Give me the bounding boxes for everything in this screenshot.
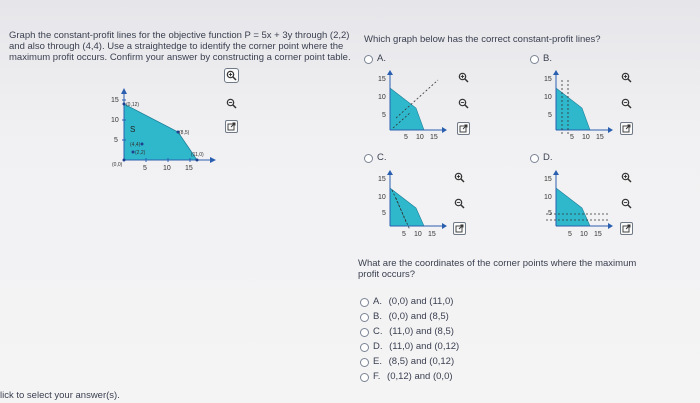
answer-option-f[interactable] bbox=[373, 371, 453, 382]
question-line-2: and also through (4,4). Use a straightedge to identify the corner point where the bbox=[9, 41, 344, 52]
answer-option-e[interactable] bbox=[373, 356, 454, 367]
x-tick-5: 5 bbox=[143, 165, 147, 172]
question-text bbox=[9, 30, 351, 63]
question-line-1: Graph the constant-profit lines for the objective function P = 5x + 3y through (2,2) bbox=[9, 30, 350, 41]
graph-b-zoom-out-icon[interactable] bbox=[619, 96, 633, 110]
graph-d-x-15: 15 bbox=[594, 231, 602, 238]
answer-c-text: (11,0) and (8,5) bbox=[389, 326, 454, 337]
y-axis-arrow bbox=[121, 88, 127, 94]
radio-answer-c[interactable] bbox=[360, 328, 369, 337]
radio-answer-f[interactable] bbox=[360, 373, 369, 382]
graph-c-external-link-icon[interactable] bbox=[453, 222, 466, 235]
graph-b-external-link-icon[interactable] bbox=[620, 122, 633, 135]
graph-d bbox=[532, 168, 614, 248]
graph-c-zoom-in-icon[interactable] bbox=[452, 170, 466, 184]
answer-option-d[interactable] bbox=[373, 341, 459, 352]
graph-a-zoom-out-icon[interactable] bbox=[456, 96, 470, 110]
graph-a-external-link-icon[interactable] bbox=[457, 122, 470, 135]
x-tick-10: 10 bbox=[163, 165, 171, 172]
answer-a-letter: A. bbox=[373, 296, 382, 307]
radio-answer-e[interactable] bbox=[360, 358, 369, 367]
answer-option-c[interactable] bbox=[373, 326, 454, 337]
graph-c-x-10: 10 bbox=[414, 231, 422, 238]
radio-answer-d[interactable] bbox=[360, 343, 369, 352]
graph-b-label: B. bbox=[543, 53, 552, 64]
answer-d-text: (11,0) and (0,12) bbox=[389, 341, 460, 352]
graph-b-y-15: 15 bbox=[544, 76, 552, 83]
graph-b-y-5: 5 bbox=[548, 112, 552, 119]
point-label-11-0: (11,0) bbox=[191, 152, 204, 158]
radio-graph-c[interactable] bbox=[364, 154, 373, 163]
graph-a-x-15: 15 bbox=[430, 134, 438, 141]
graph-d-external-link-icon[interactable] bbox=[620, 222, 633, 235]
graph-d-zoom-in-icon[interactable] bbox=[619, 170, 633, 184]
answer-d-letter: D. bbox=[373, 341, 383, 352]
radio-graph-a[interactable] bbox=[364, 55, 373, 64]
answer-e-text: (8,5) and (0,12) bbox=[388, 356, 455, 367]
which-graph-prompt: Which graph below has the correct constant-profit lines? bbox=[364, 34, 601, 45]
answer-b-letter: B. bbox=[373, 311, 382, 322]
radio-answer-b[interactable] bbox=[360, 313, 369, 322]
graph-c-x-15: 15 bbox=[428, 231, 436, 238]
answer-c-letter: C. bbox=[373, 326, 383, 337]
graph-b-zoom-in-icon[interactable] bbox=[619, 70, 633, 84]
main-external-link-icon[interactable] bbox=[225, 120, 238, 133]
radio-graph-b[interactable] bbox=[530, 55, 539, 64]
graph-b-y-10: 10 bbox=[544, 94, 552, 101]
coords-question bbox=[358, 258, 636, 280]
graph-a bbox=[366, 68, 448, 148]
answer-f-letter: F. bbox=[373, 371, 381, 382]
answer-option-a[interactable] bbox=[373, 296, 453, 307]
answer-e-letter: E. bbox=[373, 356, 382, 367]
question-line-3: maximum profit occurs. Confirm your answer by constructing a corner point table. bbox=[9, 52, 351, 63]
graph-a-label: A. bbox=[377, 53, 386, 64]
graph-d-zoom-out-icon[interactable] bbox=[619, 196, 633, 210]
x-tick-15: 15 bbox=[185, 165, 193, 172]
point-label-2-2: (2,2) bbox=[135, 150, 146, 156]
y-tick-15: 15 bbox=[111, 97, 119, 104]
graph-c-y-5: 5 bbox=[382, 210, 386, 217]
graph-d-x-5: 5 bbox=[568, 231, 572, 238]
graph-b-x-15: 15 bbox=[596, 134, 604, 141]
graph-a-x-5: 5 bbox=[404, 134, 408, 141]
point-label-4-4: (4,4) bbox=[130, 142, 141, 148]
main-graph bbox=[110, 86, 220, 186]
y-tick-5: 5 bbox=[114, 137, 118, 144]
answer-b-text: (0,0) and (8,5) bbox=[388, 311, 449, 322]
answer-f-text: (0,12) and (0,0) bbox=[387, 371, 453, 382]
graph-a-x-10: 10 bbox=[416, 134, 424, 141]
graph-c-x-5: 5 bbox=[402, 231, 406, 238]
radio-answer-a[interactable] bbox=[360, 298, 369, 307]
graph-a-y-5: 5 bbox=[382, 112, 386, 119]
coords-question-line-1: What are the coordinates of the corner points where the maximum bbox=[358, 258, 637, 269]
coords-question-line-2: profit occurs? bbox=[358, 269, 416, 280]
graph-d-x-10: 10 bbox=[580, 231, 588, 238]
graph-d-y-5: 5 bbox=[548, 210, 552, 217]
graph-b-x-10: 10 bbox=[582, 134, 590, 141]
graph-c-y-10: 10 bbox=[378, 194, 386, 201]
point-label-0-12: (0,12) bbox=[126, 102, 140, 108]
answer-option-b[interactable] bbox=[373, 311, 449, 322]
graph-d-y-15: 15 bbox=[544, 176, 552, 183]
main-zoom-in-icon[interactable] bbox=[224, 68, 239, 83]
graph-a-y-15: 15 bbox=[378, 76, 386, 83]
answer-a-text: (0,0) and (11,0) bbox=[388, 296, 454, 307]
graph-c-zoom-out-icon[interactable] bbox=[452, 196, 466, 210]
graph-a-zoom-in-icon[interactable] bbox=[456, 70, 470, 84]
x-axis-arrow bbox=[210, 157, 216, 163]
graph-d-label: D. bbox=[543, 152, 553, 163]
point-label-8-5: (8,5) bbox=[179, 130, 190, 136]
y-tick-10: 10 bbox=[111, 117, 119, 124]
graph-c bbox=[366, 168, 448, 248]
graph-d-y-10: 10 bbox=[544, 194, 552, 201]
graph-c-y-15: 15 bbox=[378, 176, 386, 183]
footer-hint: lick to select your answer(s). bbox=[0, 390, 120, 401]
radio-graph-d[interactable] bbox=[530, 154, 539, 163]
region-label: S bbox=[130, 125, 136, 134]
main-zoom-out-icon[interactable] bbox=[224, 96, 238, 110]
graph-b-x-5: 5 bbox=[570, 134, 574, 141]
graph-b bbox=[532, 68, 614, 148]
graph-a-y-10: 10 bbox=[378, 94, 386, 101]
graph-c-label: C. bbox=[377, 152, 387, 163]
point-label-0-0: (0,0) bbox=[112, 162, 123, 168]
